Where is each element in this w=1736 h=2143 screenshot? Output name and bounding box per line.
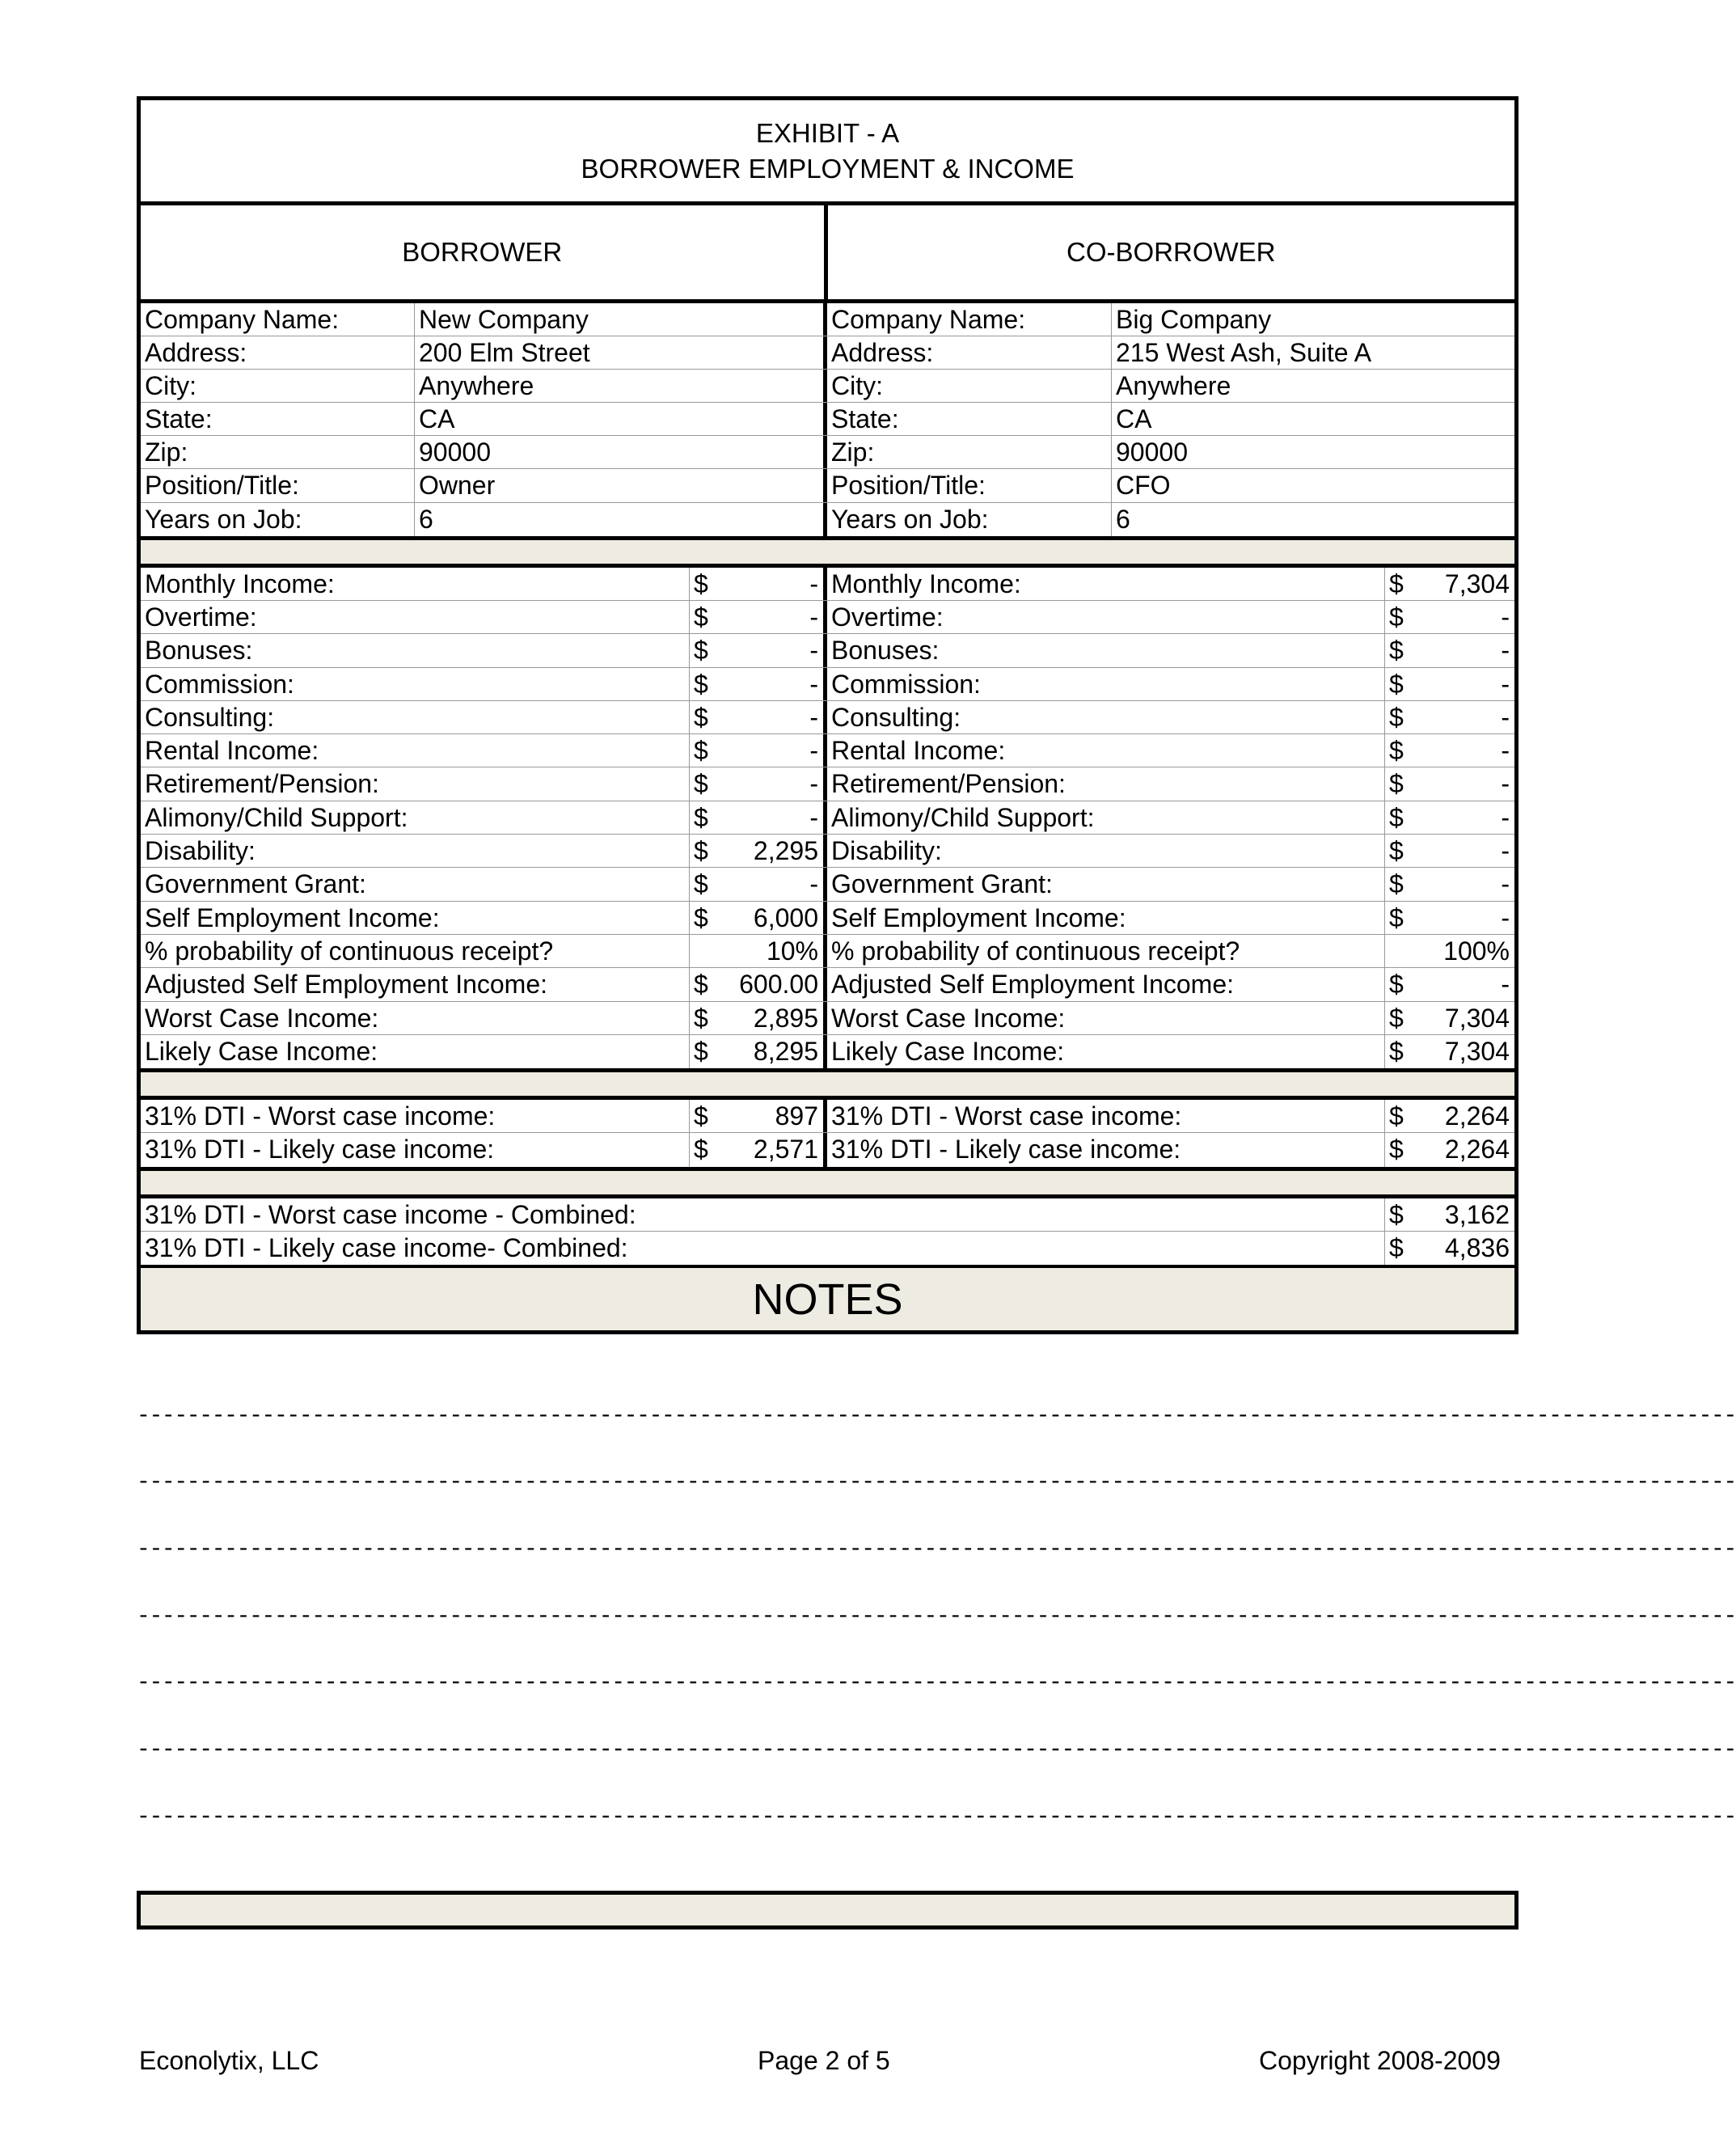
- amount-cell: [1385, 601, 1514, 633]
- coborrower-field-value: CFO: [1116, 471, 1171, 501]
- amount-cell: [690, 1133, 827, 1166]
- borrower-dti-label: 31% DTI - Worst case income:: [141, 1100, 690, 1132]
- amount-value: -: [1501, 736, 1510, 766]
- income-row: [141, 634, 1514, 667]
- amount-cell: [690, 1035, 827, 1068]
- income-row: [141, 835, 1514, 868]
- amount-value: 10%: [766, 936, 818, 966]
- coborrower-income-label: Self Employment Income:: [827, 902, 1385, 934]
- amount-cell: [1385, 801, 1514, 834]
- employment-row: [141, 436, 1514, 469]
- coborrower-field-value: 6: [1116, 504, 1130, 534]
- notes-line: --------------------------------------------------------------------------------------------------------------------------------: [137, 1470, 1736, 1495]
- borrower-dti-label: 31% DTI - Likely case income:: [141, 1133, 690, 1166]
- notes-title: NOTES: [137, 1265, 1518, 1334]
- borrower-income-label: Disability:: [141, 835, 690, 867]
- currency-symbol: $: [694, 836, 708, 866]
- amount-value: 2,571: [753, 1135, 818, 1164]
- borrower-income-label: Overtime:: [141, 601, 690, 633]
- currency-symbol: $: [1389, 1199, 1404, 1229]
- currency-symbol: $: [694, 1101, 708, 1131]
- coborrower-field-value: CA: [1116, 404, 1152, 434]
- employment-section: [137, 303, 1518, 536]
- currency-symbol: $: [1389, 569, 1404, 598]
- amount-value: -: [809, 736, 818, 766]
- amount-value: 7,304: [1444, 1003, 1510, 1033]
- coborrower-field-value: 215 West Ash, Suite A: [1116, 338, 1372, 368]
- amount-value: 2,895: [753, 1003, 818, 1033]
- amount-value: 6,000: [753, 902, 818, 932]
- income-row: [141, 701, 1514, 734]
- currency-symbol: $: [1389, 636, 1404, 666]
- currency-symbol: $: [1389, 970, 1404, 1000]
- amount-value: 3,162: [1444, 1199, 1510, 1229]
- exhibit-label: EXHIBIT - A: [755, 117, 900, 148]
- amount-cell: [1385, 767, 1514, 800]
- coborrower-field-label: Position/Title:: [827, 469, 1112, 501]
- currency-symbol: $: [1389, 869, 1404, 899]
- borrower-income-label: Rental Income:: [141, 734, 690, 767]
- employment-row: [141, 370, 1514, 403]
- exhibit-subtitle: BORROWER EMPLOYMENT & INCOME: [581, 153, 1075, 184]
- coborrower-field-label: Company Name:: [827, 303, 1112, 336]
- income-row: [141, 734, 1514, 767]
- amount-cell: [1385, 568, 1514, 600]
- borrower-income-label: Worst Case Income:: [141, 1002, 690, 1034]
- borrower-field-value: Anywhere: [415, 370, 827, 402]
- borrower-income-label: Consulting:: [141, 701, 690, 733]
- employment-row: [141, 303, 1514, 336]
- amount-cell: [690, 668, 827, 700]
- amount-cell: [690, 935, 827, 967]
- combined-row: [141, 1198, 1514, 1232]
- amount-cell: [1385, 1198, 1514, 1231]
- coborrower-field-label: City:: [827, 370, 1112, 402]
- amount-value: -: [809, 669, 818, 699]
- combined-label: 31% DTI - Likely case income- Combined:: [141, 1232, 1385, 1265]
- coborrower-field-label: State:: [827, 403, 1112, 435]
- amount-cell: [1385, 634, 1514, 666]
- currency-symbol: $: [1389, 769, 1404, 799]
- currency-symbol: $: [694, 669, 708, 699]
- currency-symbol: $: [694, 970, 708, 1000]
- dti-section: [137, 1100, 1518, 1167]
- amount-value: 2,264: [1444, 1101, 1510, 1131]
- amount-cell: [1385, 1232, 1514, 1265]
- income-row: [141, 868, 1514, 901]
- amount-value: 897: [775, 1101, 818, 1131]
- income-row: [141, 968, 1514, 1001]
- currency-symbol: $: [1389, 702, 1404, 732]
- combined-label: 31% DTI - Worst case income - Combined:: [141, 1198, 1385, 1231]
- dti-row: [141, 1100, 1514, 1133]
- footer-page-number: Page 2 of 5: [758, 2046, 890, 2075]
- amount-value: -: [1501, 869, 1510, 899]
- borrower-income-label: Commission:: [141, 668, 690, 700]
- amount-cell: [1385, 1002, 1514, 1034]
- coborrower-field-label: Zip:: [827, 436, 1112, 468]
- income-row: [141, 767, 1514, 801]
- amount-cell: [1385, 935, 1514, 967]
- dti-row: [141, 1133, 1514, 1166]
- amount-value: 8,295: [753, 1036, 818, 1066]
- amount-value: 100%: [1443, 936, 1510, 966]
- amount-value: -: [1501, 669, 1510, 699]
- coborrower-income-label: Worst Case Income:: [827, 1002, 1385, 1034]
- coborrower-income-label: Retirement/Pension:: [827, 767, 1385, 800]
- column-headers: [137, 201, 1518, 303]
- amount-cell: [690, 902, 827, 934]
- currency-symbol: $: [1389, 736, 1404, 766]
- borrower-field-value: CA: [415, 403, 827, 435]
- currency-symbol: $: [694, 702, 708, 732]
- currency-symbol: $: [694, 602, 708, 632]
- income-row: [141, 568, 1514, 601]
- currency-symbol: $: [1389, 1003, 1404, 1033]
- coborrower-income-label: Commission:: [827, 668, 1385, 700]
- borrower-field-label: Years on Job:: [141, 503, 415, 536]
- amount-cell: [690, 634, 827, 666]
- footer-company: Econolytix, LLC: [139, 2046, 319, 2075]
- amount-cell: [1385, 868, 1514, 900]
- employment-row: [141, 503, 1514, 536]
- amount-cell: [690, 968, 827, 1000]
- amount-value: 4,836: [1444, 1233, 1510, 1262]
- notes-line: --------------------------------------------------------------------------------------------------------------------------------: [137, 1604, 1736, 1629]
- coborrower-income-label: Alimony/Child Support:: [827, 801, 1385, 834]
- amount-value: -: [1501, 636, 1510, 666]
- notes-line: --------------------------------------------------------------------------------------------------------------------------------: [137, 1671, 1736, 1696]
- employment-row: [141, 336, 1514, 370]
- amount-cell: [690, 601, 827, 633]
- amount-cell: [1385, 968, 1514, 1000]
- income-row: [141, 935, 1514, 968]
- amount-cell: [1385, 1100, 1514, 1132]
- amount-value: -: [809, 636, 818, 666]
- amount-cell: [690, 568, 827, 600]
- amount-cell: [690, 1002, 827, 1034]
- amount-value: -: [1501, 902, 1510, 932]
- notes-line: --------------------------------------------------------------------------------------------------------------------------------: [137, 1537, 1736, 1562]
- borrower-income-label: Likely Case Income:: [141, 1035, 690, 1068]
- amount-value: -: [1501, 602, 1510, 632]
- borrower-header: BORROWER: [141, 205, 828, 299]
- amount-value: -: [1501, 970, 1510, 1000]
- amount-cell: [690, 835, 827, 867]
- borrower-field-value: New Company: [415, 303, 827, 336]
- separator-bar: [137, 1167, 1518, 1198]
- amount-value: 7,304: [1444, 1036, 1510, 1066]
- amount-value: -: [809, 869, 818, 899]
- income-row: [141, 902, 1514, 935]
- separator-bar: [137, 1068, 1518, 1100]
- borrower-field-value: 200 Elm Street: [415, 336, 827, 369]
- currency-symbol: $: [1389, 1135, 1404, 1164]
- amount-value: 2,295: [753, 836, 818, 866]
- currency-symbol: $: [694, 1036, 708, 1066]
- coborrower-field-value: Anywhere: [1116, 371, 1231, 401]
- amount-value: -: [809, 702, 818, 732]
- combined-row: [141, 1232, 1514, 1265]
- borrower-income-label: Monthly Income:: [141, 568, 690, 600]
- currency-symbol: $: [1389, 602, 1404, 632]
- currency-symbol: $: [694, 636, 708, 666]
- borrower-income-label: Self Employment Income:: [141, 902, 690, 934]
- notes-line: --------------------------------------------------------------------------------------------------------------------------------: [137, 1738, 1736, 1763]
- exhibit-form: [137, 96, 1518, 1334]
- coborrower-income-label: Overtime:: [827, 601, 1385, 633]
- borrower-income-label: Retirement/Pension:: [141, 767, 690, 800]
- currency-symbol: $: [694, 902, 708, 932]
- borrower-field-value: Owner: [415, 469, 827, 501]
- amount-cell: [690, 1100, 827, 1132]
- income-row: [141, 1035, 1514, 1068]
- currency-symbol: $: [694, 569, 708, 598]
- amount-value: -: [809, 602, 818, 632]
- coborrower-income-label: Monthly Income:: [827, 568, 1385, 600]
- currency-symbol: $: [1389, 802, 1404, 832]
- notes-line: --------------------------------------------------------------------------------------------------------------------------------: [137, 1805, 1736, 1830]
- coborrower-income-label: Likely Case Income:: [827, 1035, 1385, 1068]
- currency-symbol: $: [694, 1003, 708, 1033]
- employment-row: [141, 403, 1514, 436]
- amount-value: 600.00: [739, 970, 818, 1000]
- coborrower-field-value: Big Company: [1116, 305, 1272, 334]
- coborrower-dti-label: 31% DTI - Likely case income:: [827, 1133, 1385, 1166]
- borrower-field-label: State:: [141, 403, 415, 435]
- amount-cell: [1385, 1035, 1514, 1068]
- borrower-field-value: 90000: [415, 436, 827, 468]
- coborrower-field-label: Years on Job:: [827, 503, 1112, 536]
- currency-symbol: $: [694, 769, 708, 799]
- amount-value: 2,264: [1444, 1135, 1510, 1164]
- currency-symbol: $: [694, 1135, 708, 1164]
- income-row: [141, 1002, 1514, 1035]
- amount-value: 7,304: [1444, 569, 1510, 598]
- coborrower-income-label: Adjusted Self Employment Income:: [827, 968, 1385, 1000]
- currency-symbol: $: [1389, 1036, 1404, 1066]
- borrower-income-label: % probability of continuous receipt?: [141, 935, 690, 967]
- currency-symbol: $: [1389, 836, 1404, 866]
- coborrower-income-label: Disability:: [827, 835, 1385, 867]
- amount-cell: [690, 767, 827, 800]
- coborrower-income-label: Consulting:: [827, 701, 1385, 733]
- income-row: [141, 801, 1514, 835]
- employment-row: [141, 469, 1514, 502]
- borrower-income-label: Bonuses:: [141, 634, 690, 666]
- amount-cell: [1385, 902, 1514, 934]
- amount-cell: [690, 868, 827, 900]
- currency-symbol: $: [694, 802, 708, 832]
- income-section: [137, 568, 1518, 1068]
- amount-cell: [690, 801, 827, 834]
- currency-symbol: $: [1389, 902, 1404, 932]
- currency-symbol: $: [1389, 1101, 1404, 1131]
- income-row: [141, 668, 1514, 701]
- currency-symbol: $: [694, 869, 708, 899]
- borrower-field-label: Position/Title:: [141, 469, 415, 501]
- borrower-income-label: Alimony/Child Support:: [141, 801, 690, 834]
- coborrower-income-label: Bonuses:: [827, 634, 1385, 666]
- amount-cell: [690, 701, 827, 733]
- coborrower-field-label: Address:: [827, 336, 1112, 369]
- amount-value: -: [1501, 836, 1510, 866]
- combined-dti-section: [137, 1198, 1518, 1266]
- borrower-field-label: City:: [141, 370, 415, 402]
- notes-line: --------------------------------------------------------------------------------------------------------------------------------: [137, 1404, 1736, 1429]
- currency-symbol: $: [694, 736, 708, 766]
- amount-value: -: [1501, 702, 1510, 732]
- amount-cell: [1385, 1133, 1514, 1166]
- footer-copyright: Copyright 2008-2009: [1259, 2046, 1501, 2075]
- amount-value: -: [809, 769, 818, 799]
- borrower-field-label: Zip:: [141, 436, 415, 468]
- coborrower-header: CO-BORROWER: [1067, 237, 1276, 267]
- amount-cell: [1385, 701, 1514, 733]
- coborrower-income-label: Rental Income:: [827, 734, 1385, 767]
- amount-value: -: [1501, 802, 1510, 832]
- exhibit-title-block: [137, 96, 1518, 201]
- coborrower-income-label: Government Grant:: [827, 868, 1385, 900]
- separator-bar: [137, 536, 1518, 568]
- borrower-income-label: Government Grant:: [141, 868, 690, 900]
- amount-cell: [1385, 734, 1514, 767]
- amount-value: -: [809, 569, 818, 598]
- currency-symbol: $: [1389, 669, 1404, 699]
- amount-cell: [1385, 668, 1514, 700]
- amount-cell: [690, 734, 827, 767]
- amount-value: -: [809, 802, 818, 832]
- borrower-income-label: Adjusted Self Employment Income:: [141, 968, 690, 1000]
- coborrower-dti-label: 31% DTI - Worst case income:: [827, 1100, 1385, 1132]
- borrower-field-label: Company Name:: [141, 303, 415, 336]
- income-row: [141, 601, 1514, 634]
- coborrower-field-value: 90000: [1116, 437, 1188, 467]
- currency-symbol: $: [1389, 1233, 1404, 1262]
- borrower-field-label: Address:: [141, 336, 415, 369]
- bottom-bar: [137, 1891, 1518, 1930]
- amount-value: -: [1501, 769, 1510, 799]
- borrower-field-value: 6: [415, 503, 827, 536]
- amount-cell: [1385, 835, 1514, 867]
- coborrower-income-label: % probability of continuous receipt?: [827, 935, 1385, 967]
